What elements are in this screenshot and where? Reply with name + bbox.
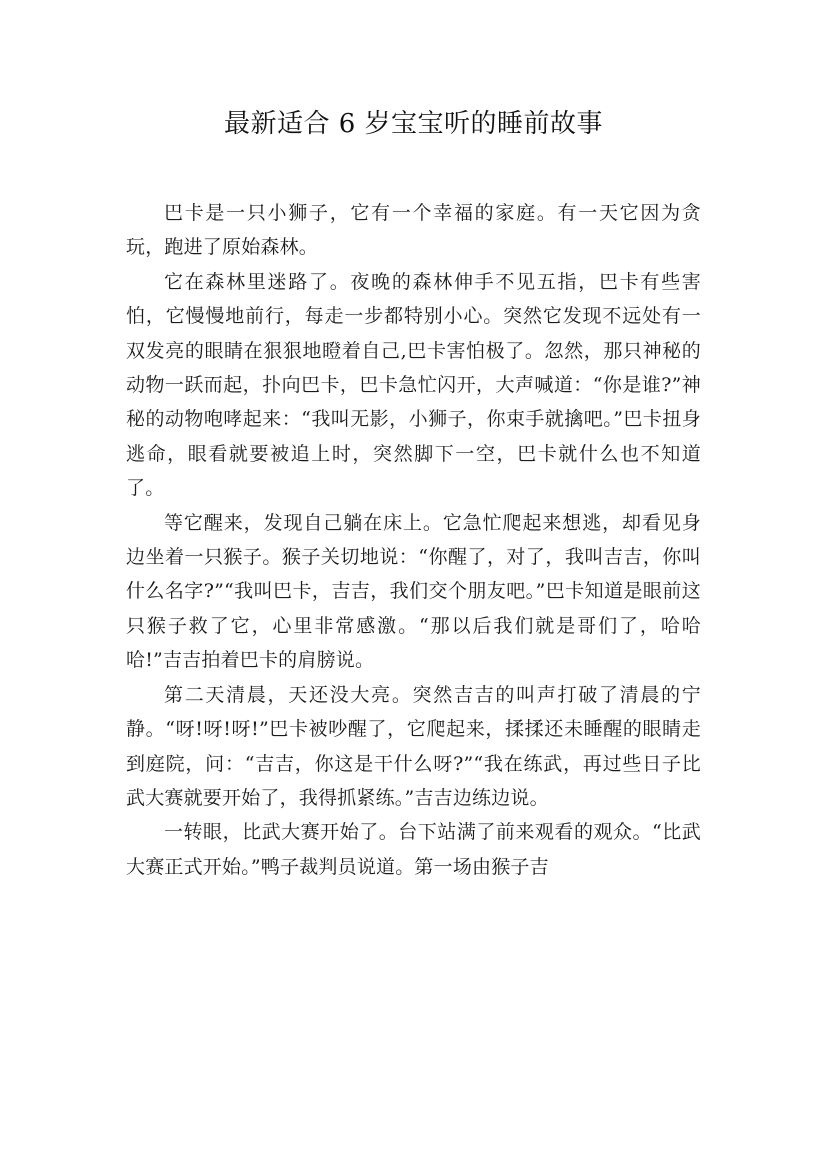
story-paragraph: 一转眼，比武大赛开始了。台下站满了前来观看的观众。“比武大赛正式开始。”鸭子裁判员说道。第一场由猴子吉 [126,821,701,878]
story-paragraph: 它在森林里迷路了。夜晚的森林伸手不见五指，巴卡有些害怕，它慢慢地前行，每走一步都特别小心。突然它发现不远处有一双发亮的眼睛在狠狠地瞪着自己,巴卡害怕极了。忽然，那只神秘的动物一跃而起，扑向巴卡，巴卡急忙闪开，大声喊道：“你是谁?”神秘的动物咆哮起来：“我叫无影，小狮子，你束手就擒吧。”巴卡扭身逃命，眼看就要被追上时，突然脚下一空，巴卡就什么也不知道了。 [126,270,701,500]
story-paragraph: 巴卡是一只小狮子，它有一个幸福的家庭。有一天它因为贪玩，跑进了原始森林。 [126,202,701,259]
story-paragraph: 第二天清晨，天还没大亮。突然吉吉的叫声打破了清晨的宁静。“呀!呀!呀!”巴卡被吵醒了，它爬起来，揉揉还未睡醒的眼睛走到庭院，问：“吉吉，你这是干什么呀?”“我在练武，再过些日子比武大赛就要开始了，我得抓紧练。”吉吉边练边说。 [126,683,701,809]
page-title: 最新适合 6 岁宝宝听的睡前故事 [223,109,604,139]
story-body [126,196,701,884]
story-paragraph: 等它醒来，发现自己躺在床上。它急忙爬起来想逃，却看见身边坐着一只猴子。猴子关切地说：“你醒了，对了，我叫吉吉，你叫什么名字?”“我叫巴卡，吉吉，我们交个朋友吧。”巴卡知道是眼前这只猴子救了它，心里非常感激。“那以后我们就是哥们了，哈哈哈!”吉吉拍着巴卡的肩膀说。 [126,511,701,672]
